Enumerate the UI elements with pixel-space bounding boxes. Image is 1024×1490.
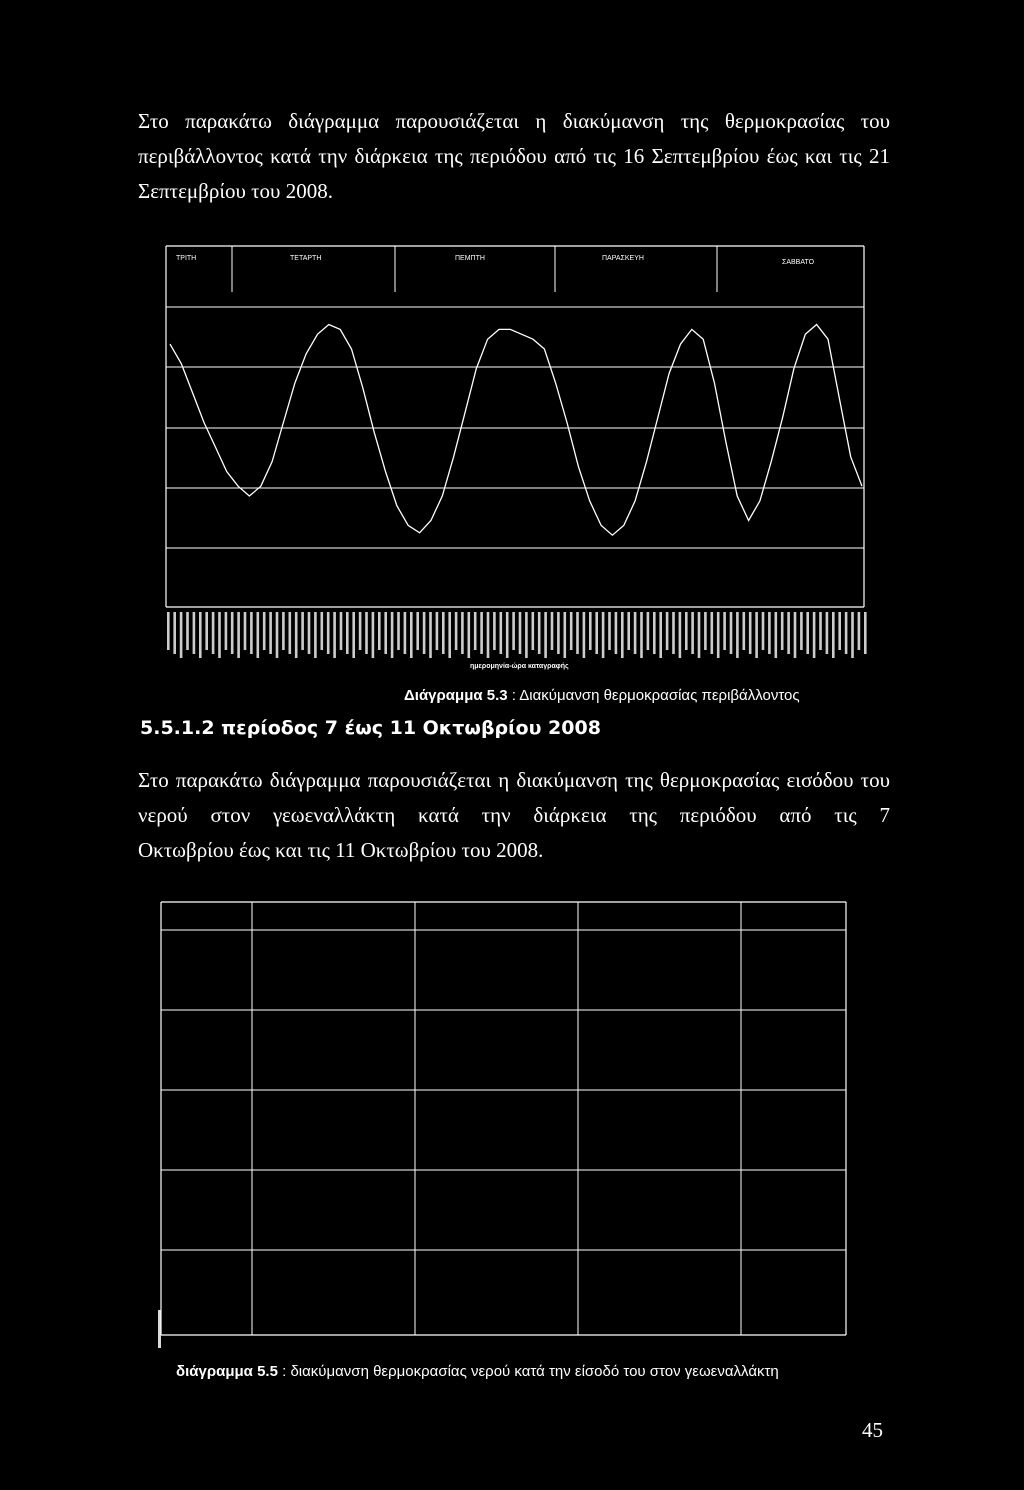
- day-label-wednesday: ΤΕΤΑΡΤΗ: [290, 255, 322, 262]
- paragraph-line: Στο παρακάτω διάγραμμα παρουσιάζεται η διακύμανση της θερμοκρασίας: [138, 768, 780, 792]
- figure-caption-5-5: [176, 1363, 779, 1380]
- chart2-tick-mark: [158, 1310, 161, 1348]
- paragraph-line: Στο παρακάτω διάγραμμα παρουσιάζεται η διακύμανση της θερμοκρασίας του: [138, 109, 890, 133]
- day-label-tuesday: ΤΡΙΤΗ: [176, 255, 197, 262]
- paragraph-line: Σεπτεμβρίου του 2008.: [138, 179, 333, 203]
- page-number: 45: [862, 1418, 883, 1442]
- paragraph-line: εισόδου του νερού στον γεωεναλλάκτη κατά την διάρκεια της περιόδου από τις 7: [138, 768, 890, 827]
- day-label-thursday: ΠΕΜΠΤΗ: [455, 255, 485, 262]
- x-axis-label: ημερομηνία-ώρα καταγραφής: [470, 663, 569, 670]
- day-label-saturday: ΣΑΒΒΑΤΟ: [782, 259, 815, 266]
- caption-text: : διακύμανση θερμοκρασίας νερού κατά την είσοδό του στον γεωεναλλάκτη: [277, 1363, 779, 1380]
- chart2-frame: [161, 902, 846, 1335]
- day-label-friday: ΠΑΡΑΣΚΕΥΗ: [602, 255, 644, 262]
- paragraph-line: Οκτωβρίου έως και τις 11 Οκτωβρίου του 2008.: [138, 838, 544, 862]
- section-heading: 5.5.1.2 περίοδος 7 έως 11 Οκτωβρίου 2008: [140, 717, 601, 739]
- caption-text: : Διακύμανση θερμοκρασίας περιβάλλοντος: [507, 687, 800, 704]
- caption-label: Διάγραμμα 5.3: [404, 687, 508, 704]
- paragraph-line: περιβάλλοντος κατά την διάρκεια της περιόδου από τις 16 Σεπτεμβρίου έως και τις 21: [138, 144, 890, 168]
- caption-label: διάγραμμα 5.5: [176, 1363, 278, 1380]
